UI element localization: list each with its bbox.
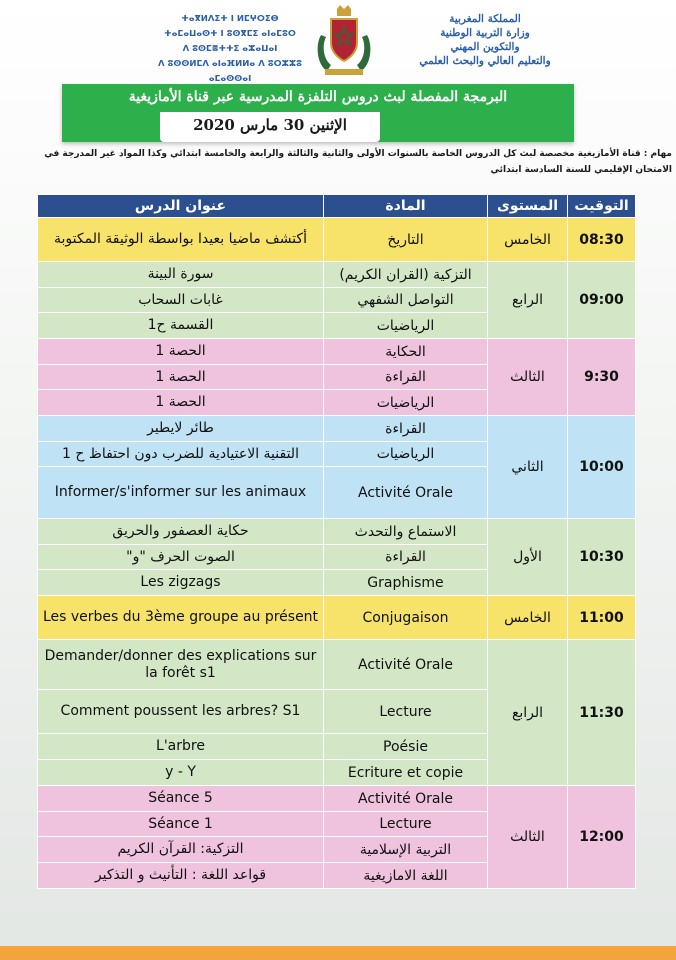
subject-cell: الاستماع والتحدث [324, 519, 488, 545]
subject-cell: القراءة [324, 416, 488, 442]
subject-cell: التاريخ [324, 218, 488, 262]
level-cell: الثاني [488, 416, 568, 519]
table-row [38, 416, 636, 442]
subject-cell: Poésie [324, 734, 488, 760]
ministry-name [390, 12, 580, 68]
coat-of-arms-icon [313, 5, 375, 77]
lesson-cell: التزكية: القرآن الكريم [38, 837, 324, 863]
lesson-cell: Séance 1 [38, 812, 324, 837]
lesson-cell: y - Y [38, 760, 324, 786]
table-row [38, 218, 636, 262]
subject-cell: Lecture [324, 812, 488, 837]
lesson-cell: أكتشف ماضيا بعيدا بواسطة الوثيقة المكتوبة [38, 218, 324, 262]
lesson-cell: التقنية الاعتيادية للضرب دون احتفاظ ح 1 [38, 442, 324, 467]
subject-cell: التزكية (القران الكريم) [324, 262, 488, 288]
time-cell: 11:30 [568, 640, 636, 786]
table-row [38, 519, 636, 545]
schedule-date: الإثنين 30 مارس 2020 [193, 116, 347, 134]
lesson-cell: Les zigzags [38, 570, 324, 596]
tifinagh-ministry-name [150, 12, 310, 87]
lesson-cell: غابات السحاب [38, 288, 324, 313]
ministry-line: المملكة المغربية [449, 13, 521, 25]
tifinagh-line: ⵜⴰⵎⴰⵡⴰⵙⵜ ⵏ ⵓⵙⴳⵎⵉ ⴰⵏⴰⵎⵓⵔ [164, 29, 296, 39]
subject-cell: Ecriture et copie [324, 760, 488, 786]
lesson-cell: طائر لايطير [38, 416, 324, 442]
time-cell: 9:30 [568, 339, 636, 416]
lesson-cell: القسمة ح1 [38, 313, 324, 339]
time-cell: 09:00 [568, 262, 636, 339]
subject-cell: الرياضيات [324, 313, 488, 339]
lesson-cell: Séance 5 [38, 786, 324, 812]
lesson-cell: سورة البينة [38, 262, 324, 288]
lesson-cell: Informer/s'informer sur les animaux [38, 467, 324, 519]
lesson-cell: الصوت الحرف "و" [38, 545, 324, 570]
level-cell: الأول [488, 519, 568, 596]
document-header [0, 0, 676, 85]
header-lesson: عنوان الدرس [38, 195, 324, 218]
table-row [38, 339, 636, 365]
subject-cell: الرياضيات [324, 390, 488, 416]
table-row [38, 786, 636, 812]
table-row [38, 596, 636, 640]
subject-cell: القراءة [324, 365, 488, 390]
subject-cell: الحكاية [324, 339, 488, 365]
header-level: المستوى [488, 195, 568, 218]
lesson-cell: Demander/donner des explications sur la forêt s1 [38, 640, 324, 690]
subject-cell: Graphisme [324, 570, 488, 596]
table-row [38, 640, 636, 690]
lesson-cell: Comment poussent les arbres? S1 [38, 690, 324, 734]
time-cell: 11:00 [568, 596, 636, 640]
level-cell: الرابع [488, 640, 568, 786]
header-time: التوقيت [568, 195, 636, 218]
ministry-line: والتعليم العالي والبحث العلمي [419, 55, 551, 67]
time-cell: 12:00 [568, 786, 636, 889]
schedule-body [38, 218, 636, 889]
subject-cell: Activité Orale [324, 640, 488, 690]
subject-cell: Activité Orale [324, 786, 488, 812]
ministry-line: وزارة التربية الوطنية [440, 27, 530, 39]
time-cell: 08:30 [568, 218, 636, 262]
header-subject: المادة [324, 195, 488, 218]
level-cell: الثالث [488, 339, 568, 416]
level-cell: الخامس [488, 596, 568, 640]
time-cell: 10:30 [568, 519, 636, 596]
level-cell: الرابع [488, 262, 568, 339]
subject-cell: Activité Orale [324, 467, 488, 519]
subject-cell: Lecture [324, 690, 488, 734]
lesson-cell: الحصة 1 [38, 365, 324, 390]
time-cell: 10:00 [568, 416, 636, 519]
subject-cell: القراءة [324, 545, 488, 570]
footer-bar [0, 946, 676, 960]
lesson-cell: الحصة 1 [38, 390, 324, 416]
lesson-cell: حكاية العصفور والحريق [38, 519, 324, 545]
lesson-cell: L'arbre [38, 734, 324, 760]
subject-cell: Conjugaison [324, 596, 488, 640]
tifinagh-line: ⵜⴰⴳⵍⴷⵉⵜ ⵏ ⵍⵎⵖⵔⵉⴱ [181, 14, 279, 24]
lesson-cell: Les verbes du 3ème groupe au présent [38, 596, 324, 640]
table-header-row [38, 195, 636, 218]
ministry-line: والتكوين المهني [450, 41, 520, 53]
table-row [38, 262, 636, 288]
page-title: البرمجة المفصلة لبث دروس التلفزة المدرسية عبر قناة الأمازيغية [128, 89, 508, 105]
subject-cell: التواصل الشفهي [324, 288, 488, 313]
subject-cell: الرياضيات [324, 442, 488, 467]
channel-note: مهام : قناة الأمازيغية مخصصة لبث كل الدروس الخاصة بالسنوات الأولى والثانية والثالثة والرابعة والخامسة ابتدائي وكذا المواد غير المدرجة في الامتحان الإقليمي للسنة السادسة ابتدائي [44, 149, 672, 175]
subject-cell: اللغة الامازيغية [324, 863, 488, 889]
tifinagh-line: ⴷ ⵓⵙⵙⵍⵎⴷ ⴰⵏⴰⴼⵍⵍⴰ ⴷ ⵓⵔⵣⵣⵓ ⴰⵎⴰⵙⵙⴰⵏ [157, 59, 302, 84]
tifinagh-line: ⴷ ⵓⵙⵎⴻⵜⵜⵉ ⴰⵣⴰⵡⴰⵏ [182, 44, 278, 54]
lesson-cell: الحصة 1 [38, 339, 324, 365]
subject-cell: التربية الإسلامية [324, 837, 488, 863]
level-cell: الثالث [488, 786, 568, 889]
schedule-table [37, 194, 636, 889]
level-cell: الخامس [488, 218, 568, 262]
lesson-cell: قواعد اللغة : التأنيث و التذكير [38, 863, 324, 889]
